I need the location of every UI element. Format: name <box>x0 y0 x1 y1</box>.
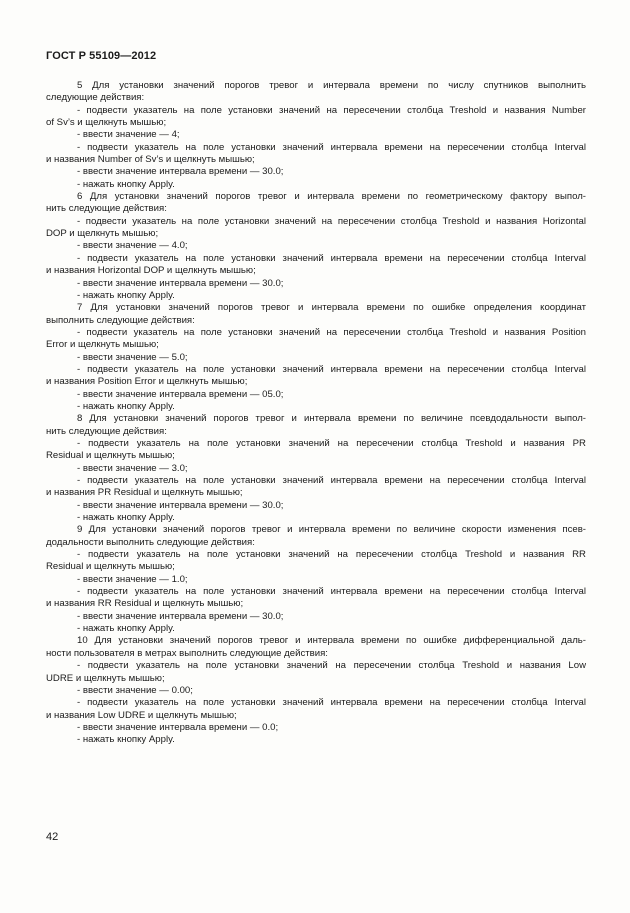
text-line: - подвести указатель на поле установки значений на пересечении столбца Treshold и названия Low <box>77 660 586 672</box>
text-line: 9 Для установки значений порогов тревог и интервала времени по величине скорости изменения псев- <box>77 524 586 536</box>
text-line: - подвести указатель на поле установки значений на пересечении столбца Treshold и названия PR <box>77 437 586 449</box>
text-line: - ввести значение — 4; <box>77 129 180 141</box>
text-line: 6 Для установки значений порогов тревог и интервала времени по геометрическому фактору выпол- <box>77 191 586 203</box>
text-line: ности пользователя в метрах выполнить следующие действия: <box>46 647 328 659</box>
text-line: - подвести указатель на поле установки значений интервала времени на пересечении столбца Interval <box>77 252 586 264</box>
text-line: - подвести указатель на поле установки значений интервала времени на пересечении столбца Interval <box>77 141 586 153</box>
document-header: ГОСТ Р 55109—2012 <box>46 50 157 62</box>
text-line: - ввести значение — 4.0; <box>77 240 188 252</box>
text-line: - ввести значение интервала времени — 30.0; <box>77 166 284 178</box>
text-line: - нажать кнопку Apply. <box>77 400 175 412</box>
text-line: додальности выполнить следующие действия: <box>46 536 255 548</box>
text-line: нить следующие действия: <box>46 203 167 215</box>
text-line: DOP и щелкнуть мышью; <box>46 228 159 240</box>
text-line: - ввести значение интервала времени — 30.0; <box>77 610 284 622</box>
text-line: - подвести указатель на поле установки значений на пересечении столбца Treshold и названия RR <box>77 549 586 561</box>
text-line: - подвести указатель на поле установки значений на пересечении столбца Treshold и названия Number <box>77 104 586 116</box>
text-line: - ввести значение интервала времени — 30.0; <box>77 277 284 289</box>
text-line: - ввести значение — 3.0; <box>77 462 188 474</box>
text-line: - подвести указатель на поле установки значений на пересечении столбца Treshold и названия Horizontal <box>77 215 586 227</box>
text-line: of Sv’s и щелкнуть мышью; <box>46 117 167 129</box>
text-line: выполнить следующие действия: <box>46 314 195 326</box>
text-line: - ввести значение — 1.0; <box>77 573 188 585</box>
text-line: - нажать кнопку Apply. <box>77 178 175 190</box>
text-line: - нажать кнопку Apply. <box>77 512 175 524</box>
text-line: - нажать кнопку Apply. <box>77 734 175 746</box>
text-line: 8 Для установки значений порогов тревог и интервала времени по величине псевдодальности выпол- <box>77 413 586 425</box>
text-line: - нажать кнопку Apply. <box>77 289 175 301</box>
text-line: UDRE и щелкнуть мышью; <box>46 672 165 684</box>
text-line: 10 Для установки значений порогов тревог и интервала времени по ошибке дифференциальной даль- <box>77 635 586 647</box>
text-line: и названия RR Residual и щелкнуть мышью; <box>46 598 244 610</box>
text-line: - ввести значение — 5.0; <box>77 351 188 363</box>
page-number: 42 <box>46 831 59 843</box>
text-line: - подвести указатель на поле установки значений на пересечении столбца Treshold и названия Position <box>77 326 586 338</box>
text-line: и названия PR Residual и щелкнуть мышью; <box>46 487 243 499</box>
text-line: и названия Horizontal DOP и щелкнуть мышью; <box>46 265 256 277</box>
text-line: - подвести указатель на поле установки значений интервала времени на пересечении столбца Interval <box>77 363 586 375</box>
text-line: - ввести значение интервала времени — 05.0; <box>77 388 284 400</box>
text-line: - подвести указатель на поле установки значений интервала времени на пересечении столбца Interval <box>77 475 586 486</box>
text-line: Residual и щелкнуть мышью; <box>46 561 175 573</box>
text-line: и названия Number of Sv’s и щелкнуть мышью; <box>46 154 255 166</box>
text-line: - нажать кнопку Apply. <box>77 623 175 635</box>
text-line: - подвести указатель на поле установки значений интервала времени на пересечении столбца Interval <box>77 697 586 709</box>
text-line: и названия Position Error и щелкнуть мышью; <box>46 376 248 388</box>
text-line: нить следующие действия: <box>46 425 167 437</box>
text-line: и названия Low UDRE и щелкнуть мышью; <box>46 709 237 721</box>
text-line: Error и щелкнуть мышью; <box>46 339 159 351</box>
text-line: 7 Для установки значений порогов тревог и интервала времени по ошибке определения координат <box>77 302 586 314</box>
text-line: 5 Для установки значений порогов тревог и интервала времени по числу спутников выполнить <box>77 80 586 91</box>
text-line: - ввести значение интервала времени — 0.0; <box>77 721 279 733</box>
text-line: - ввести значение — 0.00; <box>77 684 193 696</box>
document-body <box>46 80 586 747</box>
text-line: - подвести указатель на поле установки значений интервала времени на пересечении столбца Interval <box>77 586 586 598</box>
text-line: следующие действия: <box>46 92 145 104</box>
text-line: - ввести значение интервала времени — 30.0; <box>77 499 284 511</box>
text-line: Residual и щелкнуть мышью; <box>46 450 175 462</box>
